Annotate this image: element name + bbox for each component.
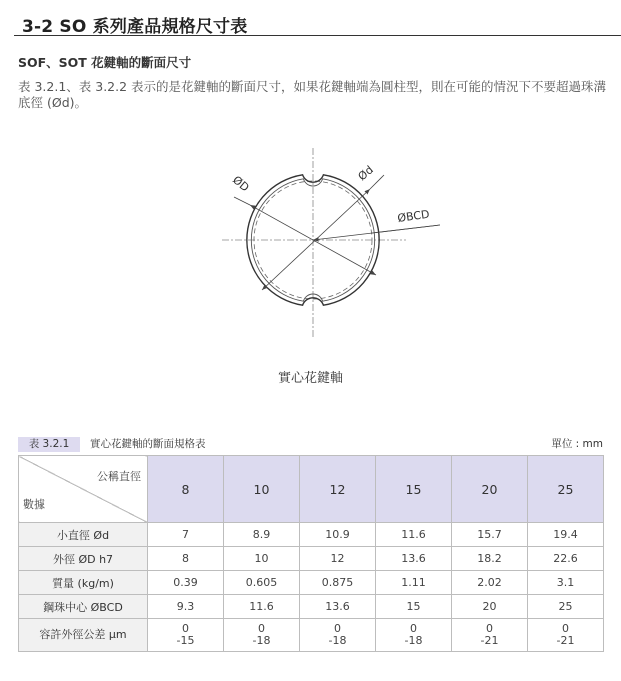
- table-cell: 13.6: [300, 595, 376, 619]
- section-subtitle: SOF、SOT 花鍵軸的斷面尺寸: [18, 55, 192, 70]
- tolerance-upper: 0: [562, 622, 569, 635]
- unit-label: 單位 : mm: [551, 438, 603, 450]
- table-cell: [300, 619, 376, 652]
- table-corner-cell: [19, 456, 148, 523]
- tolerance-upper: 0: [182, 622, 189, 635]
- table-cell: 8.9: [224, 523, 300, 547]
- table-row: [19, 571, 604, 595]
- table-cell: 25: [528, 595, 604, 619]
- row-label: 容許外徑公差 μm: [19, 619, 148, 652]
- table-cell: [224, 619, 300, 652]
- spline-shaft-cross-section-diagram: [210, 145, 431, 340]
- tolerance-lower: -18: [404, 634, 423, 647]
- tolerance-upper: 0: [410, 622, 417, 635]
- section-title: 3-2 SO 系列產品規格尺寸表: [22, 17, 248, 37]
- table-cell: 10.9: [300, 523, 376, 547]
- table-cell: 11.6: [224, 595, 300, 619]
- tolerance-lower: -18: [328, 634, 347, 647]
- d-label: Ød: [355, 163, 376, 184]
- table-cell: 15.7: [452, 523, 528, 547]
- header-nominal-size: 15: [376, 456, 452, 523]
- table-cell: 9.3: [148, 595, 224, 619]
- header-nominal-size: 20: [452, 456, 528, 523]
- table-cell: 0.39: [148, 571, 224, 595]
- tolerance-lower: -15: [176, 634, 195, 647]
- table-cell: 15: [376, 595, 452, 619]
- corner-nominal-label: 公稱直徑: [97, 470, 141, 483]
- table-cell: [452, 619, 528, 652]
- table-cell: [148, 619, 224, 652]
- table-title: 實心花鍵軸的斷面規格表: [90, 438, 206, 450]
- tolerance-lower: -18: [252, 634, 271, 647]
- corner-data-label: 數據: [23, 498, 45, 511]
- table-cell: 20: [452, 595, 528, 619]
- spec-table: [18, 455, 604, 652]
- table-cell: 1.11: [376, 571, 452, 595]
- table-cell: 13.6: [376, 547, 452, 571]
- table-cell: 19.4: [528, 523, 604, 547]
- table-row: [19, 523, 604, 547]
- table-cell: 0.605: [224, 571, 300, 595]
- header-nominal-size: 10: [224, 456, 300, 523]
- description-paragraph: 表 3.2.1、表 3.2.2 表示的是花鍵軸的斷面尺寸，如果花鍵軸端為圓柱型，則在可能的情況下不要超過珠溝底徑 (Ød)。: [18, 79, 607, 110]
- table-row: [19, 547, 604, 571]
- tolerance-upper: 0: [334, 622, 341, 635]
- table-cell: 12: [300, 547, 376, 571]
- table-caption: [18, 437, 603, 452]
- od-label: ØD: [230, 173, 252, 195]
- table-cell: 7: [148, 523, 224, 547]
- table-cell: 22.6: [528, 547, 604, 571]
- row-label: 質量 (kg/m): [19, 571, 148, 595]
- table-number-label: 表 3.2.1: [18, 437, 80, 452]
- row-label: 外徑 ØD h7: [19, 547, 148, 571]
- header-nominal-size: 25: [528, 456, 604, 523]
- table-cell: 18.2: [452, 547, 528, 571]
- figure-caption: 實心花鍵軸: [277, 371, 343, 386]
- table-cell: 3.1: [528, 571, 604, 595]
- table-cell: 8: [148, 547, 224, 571]
- table-cell: 10: [224, 547, 300, 571]
- table-cell: 0.875: [300, 571, 376, 595]
- table-cell: [528, 619, 604, 652]
- header-nominal-size: 12: [300, 456, 376, 523]
- tolerance-upper: 0: [258, 622, 265, 635]
- table-cell: 11.6: [376, 523, 452, 547]
- table-row-tolerance: [19, 619, 604, 652]
- tolerance-lower: -21: [556, 634, 575, 647]
- table-row: [19, 595, 604, 619]
- table-cell: 2.02: [452, 571, 528, 595]
- tolerance-upper: 0: [486, 622, 493, 635]
- table-header-row: [19, 456, 604, 523]
- tolerance-lower: -21: [480, 634, 499, 647]
- row-label: 小直徑 Ød: [19, 523, 148, 547]
- bcd-label: ØBCD: [396, 207, 431, 225]
- center-lines: [222, 148, 406, 337]
- row-label: 鋼珠中心 ØBCD: [19, 595, 148, 619]
- title-divider: [14, 35, 621, 36]
- header-nominal-size: 8: [148, 456, 224, 523]
- table-cell: [376, 619, 452, 652]
